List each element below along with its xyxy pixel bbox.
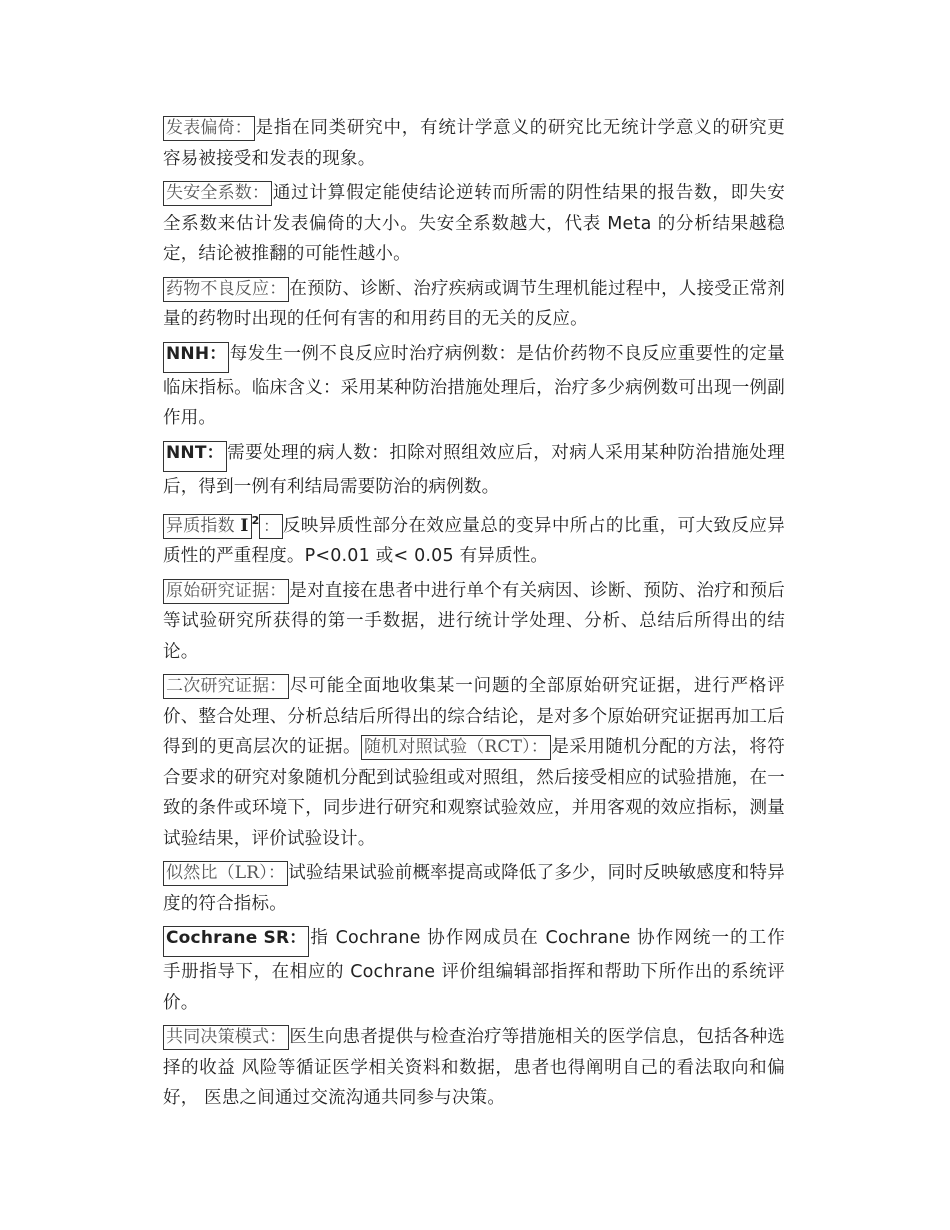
entry-secondary-evidence: [163, 671, 785, 854]
term-box: 二次研究证据：: [163, 674, 289, 699]
definition-text: 指 Cochrane 协作网成员在 Cochrane 协作网统一的工作手册指导下，在相应的 Cochrane 评价组编辑部指挥和帮助下所作出的系统评价。: [163, 928, 785, 1013]
entry-adverse-drug-reaction: [163, 274, 785, 335]
term-box: 失安全系数：: [163, 181, 272, 206]
entry-cochrane-sr: [163, 923, 785, 1018]
definition-text: 反映异质性部分在效应量总的变异中所占的比重，可大致反应异质性的严重程度。P<0.01 或< 0.05 有异质性。: [163, 515, 785, 567]
definition-text: 通过计算假定能使结论逆转而所需的阴性结果的报告数，即失安全系数来估计发表偏倚的大小。失安全系数越大，代表 Meta 的分析结果越稳定，结论被推翻的可能性越小。: [163, 183, 785, 264]
term-box: 似然比（LR）：: [163, 861, 288, 886]
entry-nnh: [163, 339, 785, 434]
entry-shared-decision-making: [163, 1022, 785, 1114]
definition-text: 试验结果试验前概率提高或降低了多少，同时反映敏感度和特异度的符合指标。: [163, 863, 785, 914]
term-box: NNT：: [163, 441, 227, 472]
term-box-rct: 随机对照试验（RCT）：: [361, 735, 551, 760]
term-box: 发表偏倚：: [163, 116, 255, 141]
term-box: 共同决策模式：: [163, 1025, 289, 1050]
term-box: Cochrane SR：: [163, 926, 309, 957]
term-box: [163, 514, 252, 539]
definition-text: 在预防、诊断、治疗疾病或调节生理机能过程中，人接受正常剂量的药物时出现的任何有害的和用药目的无关的反应。: [163, 278, 786, 329]
definition-text: 需要处理的病人数：扣除对照组效应后，对病人采用某种防治措施处理后，得到一例有利结局需要防治的病例数。: [163, 442, 785, 497]
entry-primary-evidence: [163, 576, 785, 668]
entry-heterogeneity-index: [163, 506, 785, 572]
term-box: NNH：: [163, 342, 229, 373]
colon-box: ：: [259, 514, 282, 539]
entry-fail-safe-number: [163, 178, 785, 270]
definition-text-rct: 是采用随机分配的方法，将符合要求的研究对象随机分配到试验组或对照组，然后接受相应的试验措施，在一致的条件或环境下，同步进行研究和观察试验效应，并用客观的效应指标，测量试验结果，评价试验设计。: [163, 737, 785, 849]
term-label: 异质指数: [166, 515, 241, 536]
entry-nnt: [163, 438, 785, 503]
superscript-2: 2: [251, 514, 260, 527]
i-symbol: I: [240, 515, 249, 536]
definition-text: 医生向患者提供与检查治疗等措施相关的医学信息，包括各种选择的收益 风险等循证医学相关资料和数据，患者也得阐明自己的看法取向和偏好， 医患之间通过交流沟通共同参与决策。: [163, 1027, 786, 1109]
definition-text: 是对直接在患者中进行单个有关病因、诊断、预防、治疗和预后等试验研究所获得的第一手数据，进行统计学处理、分析、总结后所得出的结论。: [163, 580, 786, 662]
term-box: 原始研究证据：: [163, 579, 289, 604]
entry-publication-bias: [163, 113, 785, 174]
definition-text: 每发生一例不良反应时治疗病例数：是估价药物不良反应重要性的定量临床指标。临床含义：采用某种防治措施处理后，治疗多少病例数可出现一例副作用。: [163, 343, 785, 428]
term-box: 药物不良反应：: [163, 277, 289, 302]
definition-text: 是指在同类研究中，有统计学意义的研究比无统计学意义的研究更容易被接受和发表的现象。: [163, 118, 785, 169]
entry-likelihood-ratio: [163, 858, 785, 919]
document-page: [163, 113, 785, 1118]
definition-text: 尽可能全面地收集某一问题的全部原始研究证据，进行严格评价、整合处理、分析总结后所得出的综合结论，是对多个原始研究证据再加工后得到的更高层次的证据。: [163, 676, 785, 758]
